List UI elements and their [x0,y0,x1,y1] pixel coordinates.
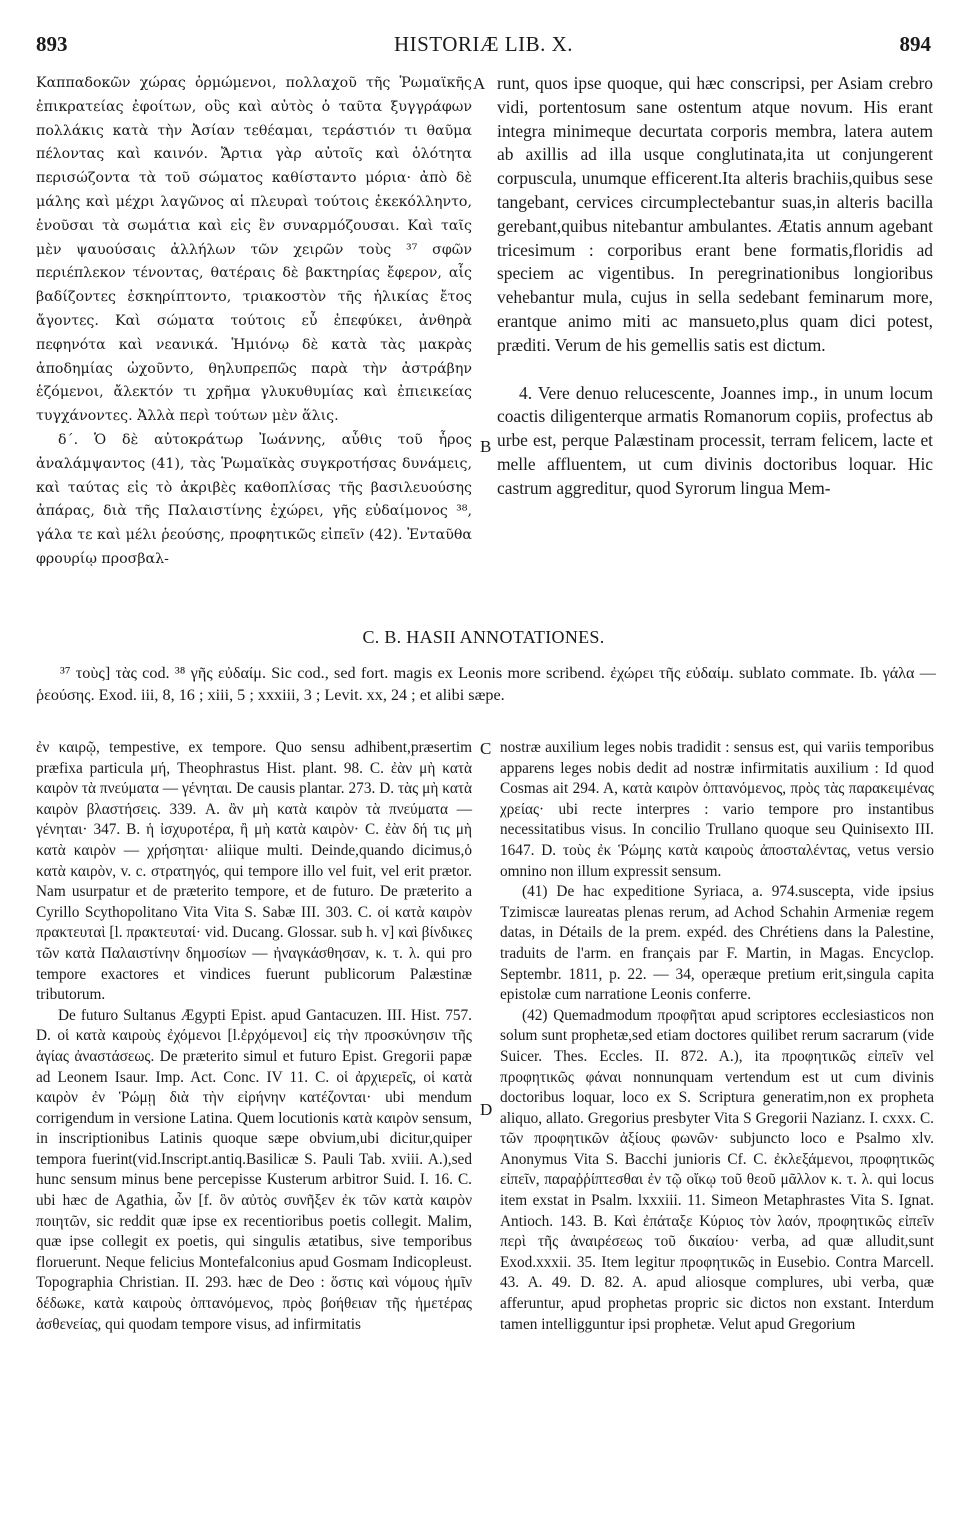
latin-translation-column [497,72,933,501]
page-number-left: 893 [36,32,68,56]
running-header [36,32,931,58]
margin-marker-a: A [473,74,486,93]
annotations-heading: C. B. HASII ANNOTATIONES. [362,627,605,647]
commentary-paragraph: (42) Quemadmodum προφῆται apud scriptores ecclesiasticos non solum sunt prophetæ,sed etiam doctores quilibet rerum sacrarum (vide Suicer. Thes. Eccles. II. 872. A.), ita προφητικῶς εἰπεῖν vel προφητικῶς φάναι nonnunquam vertendum est ut cum divinis doctoribus loquar, loco ex S. Scriptura generatim,non ex propheta aliquo, allato. Gregorius presbyter Vita S Gregorii Nazianz. I. cxxx. C. τῶν προφητικῶν ἀξίους φωνῶν· subjuncto loco e Psalmo xlv. Anonymus Vita S. Bacchi junioris Cf. C. ἐκλεξάμενοι, προφητικῶς εἰπεῖν, παραῤῥίπτεσθαι ἐν τῷ οἴκῳ τοῦ θεοῦ μᾶλλον κ. τ. λ. qui locus item exstat in Psalm. lxxxiii. 11. Simeon Metaphrastes Vita S. Ignat. Antioch. 143. B. Καὶ ἐπάταξε Κύριος τὸν λαόν, προφητικῶς εἰπεῖν περὶ τῆς ἀναιρέσεως τοῦ δικαίου· verba, ad quæ alludit,sunt Exod.xxxii. 35. Item legitur προφητικῶς in Eusebio. Contra Marcell. 43. A. 49. D. 82. A. apud aliosque complures, ubi verba, quæ afferuntur, apud prophetas propric sic dictos non exstant. Interdum tamen intelligguntur ipsi prophetæ. Velut apud Gregorium [500,1006,934,1333]
greek-text-column [36,72,472,572]
running-title: HISTORIÆ LIB. X. [393,32,574,56]
greek-paragraph: Καππαδοκῶν χώρας ὁρμώμενοι, πολλαχοῦ τῆς Ῥωμαϊκῆς ἐπικρατείας ἐφοίτων, οὓς καὶ αὐτὸς ὁ ταῦτα ξυγγράφων πολλάκις κατὰ τὴν Ἀσίαν τεθέαμαι, τεράστιόν τι θαῦμα πέλοντας καὶ καινόν. Ἄρτια γὰρ αὐτοῖς καὶ ὁλότητα περισώζοντα τὰ τοῦ σώματος καθίσταντο μόρια· ἀπὸ δὲ μάλης καὶ μέχρι λαγῶνος αἱ πλευραὶ τούτοις ἐκεκόλληντο, ἑνοῦσαι τὰ σωμάτια καὶ εἰς ἓν συναρμόζουσαι. Καὶ ταῖς μὲν ψαυούσαις ἀλλήλων τῶν χειρῶν τοὺς ³⁷ σφῶν περιέπλεκον τένοντας, θατέραις δὲ βακτηρίας ἔφερον, αἷς βαδίζοντες ἐσκηρίπτοντο, τριακοστὸν τῆς ἡλικίας ἔτος ἄγοντες. Καὶ σώματα τούτοις εὖ ἐπεφύκει, ἀνθηρὰ πεφηνότα καὶ νεανικά. Ἡμιόνῳ δὲ κατὰ τὰς μακρὰς ἀποδημίας ὠχοῦντο, θηλυπρεπῶς παρὰ τὴν ἀστράβην ἑζόμενοι, ἄλεκτόν τι χρῆμα γλυκυθυμίας καὶ ἐπιεικείας τυγχάνοντες. Ἀλλὰ περὶ τούτων μὲν ἅλις. [36,75,472,425]
footnotes: ³⁷ τοὺς] τὰς cod. ³⁸ γῆς εὐδαίμ. Sic cod., sed fort. magis ex Leonis more scribend. ἐχώρει τῆς εὐδαίμ. sublato commate. Ib. γάλα — ῥεούσης. Exod. iii, 8, 16 ; xiii, 5 ; xxxiii, 3 ; Levit. xx, 24 ; et alibi sæpe. [36,664,936,704]
margin-marker-d: D [480,1100,493,1119]
greek-paragraph: δ΄. Ὁ δὲ αὐτοκράτωρ Ἰωάννης, αὖθις τοῦ ἦρος ἀναλάμψαντος (41), τὰς Ῥωμαϊκὰς συγκροτήσας δυνάμεις, καὶ ταύτας εἰς τὸ ἀκριβὲς καθοπλίσας τῆς βασιλευούσης ἀπάρας, διὰ τῆς Παλαιστίνης ἐχώρει, γῆς εὐδαίμονος ³⁸, γάλα τε καὶ μέλι ῥεούσης, προφητικῶς εἰπεῖν (42). Ἐνταῦθα φρουρίῳ προσβαλ- [36,431,472,567]
latin-paragraph: 4. Vere denuo relucescente, Joannes imp., in unum locum coactis diligenterque armatis Romanorum copiis, profectus ab urbe est, perque Palæstinam processit, terram felicem, lacte et melle affluentem, ut cum divinis doctoribus loquar. Hic castrum aggreditur, quod Syrorum lingua Mem- [497,382,933,498]
commentary-paragraph: (41) De hac expeditione Syriaca, a. 974.suscepta, vide ipsius Tzimiscæ laureatas plenas rerum, ad Achod Schahin Armeniæ regem datas, in Détails de la prem. expéd. des Chrétiens dans la Palestine, traduits de l'arm. en français par F. Martin, in Magas. Encyclop. Septembr. 1811, p. 22. — 34, operæque pretium erit,singula capita epistolæ cum narratione Leonis conferre. [500,883,934,1004]
commentary-left-column [36,738,472,1335]
commentary-paragraph: ἐν καιρῷ, tempestive, ex tempore. Quo sensu adhibent,præsertim præfixa particula μή, Theophrastus Hist. plant. 98. C. ἐὰν μὴ κατὰ καιρὸν τὰ πνεύματα — γένηται. De causis plantar. 273. D. τὰς μὴ κατὰ καιρὸν βλαστήσεις. 339. A. ἂν μὴ κατὰ καιρὸν τὰ πνεύματα — γένηται· 347. B. ἡ ἰσχυροτέρα, ἢ μὴ κατὰ καιρὸν· C. ἐὰν δή τις μὴ κατὰ καιρὸν — χρήσηται· aliique multi. Deinde,quando dicimus,ὁ κατὰ καιρὸν, v. c. στρατηγός, qui tempore illo vel fuit, vel erit prætor. Nam usurpatur et de præterito tempore, et de futuro. De præterito a Cyrillo Scythopolitano Vita Vita S. Sabæ III. 303. C. οἱ κατὰ καιρὸν πρακτευταὶ [l. πρακτευταί· vid. Ducang. Glossar. sub h. v] καὶ βίνδικες τῶν κατὰ Παλαιστίνην δημοσίων — ἠναγκάσθησαν, κ. τ. λ. qui pro tempore exactores et vindices fuerunt publicorum Palæstinæ tributorum. [36,739,472,1004]
margin-marker-b: B [480,437,492,456]
commentary-right-column [500,738,934,1335]
latin-paragraph: runt, quos ipse quoque, qui hæc conscripsi, per Asiam crebro vidi, portentosum sane ostentum atque novum. His erant integra minimeque decurtata corporis membra, latera autem ab axillis ad illa usque conglutinata,ita ut conjungerent corpuscula, unumque efficerent.Ita alteris brachiis,quibus sese tangebant, cervices circumplectebantur suas,in alteris bacilla gerebant,quibus nitebantur ambulantes. Ætatis annum agebant tricesimum : corporibus erant bene formatis,floridis ad speciem ac vigentibus. In peregrinationibus longioribus vehebantur mula, cujus in sella sedebant feminarum more, erantque animo miti ac mansueto,plus quam dici potest, præditi. Verum de his gemellis satis est dictum. [497,73,933,355]
commentary-paragraph: nostræ auxilium leges nobis tradidit : sensus est, qui variis temporibus apparens leges nobis dedit ad nostræ infirmitatis auxilium : Id quod Cosmas ait 294. A, κατὰ καιρὸν ὀπτανόμενος, πρὸς τὰς παρακειμένας χρείας· ubi recte interpres : vario tempore pro instantibus necessitatibus visus. In concilio Trullano quoque seu Quinisexto III. 1647. D. τοὺς ἐκ Ῥώμης κατὰ καιροὺς ἀποσταλέντας, vetus versio omnino non illum expressit sensum. [500,739,934,880]
margin-marker-c: C [480,739,492,758]
commentary-paragraph: De futuro Sultanus Ægypti Epist. apud Gantacuzen. III. Hist. 757. D. οἱ κατὰ καιροὺς ἐχόμενοι [l.ἐρχόμενοι] εἰς τὴν προσκύνησιν τῆς ἁγίας ἀναστάσεως. De præterito simul et futuro Epist. Gregorii papæ ad Leonem Isaur. Imp. Act. Conc. IV 11. C. οἱ ἀρχιερεῖς, οἱ κατὰ καιρὸν ἐν Ῥώμῃ διὰ τὴν εἰρήνην κατέζονται· ubi mendum corrigendum in versione Latina. Quem locutionis κατὰ καιρὸν sensum, in inscriptionibus Latinis quoque sæpe obvium,ubi dicitur,quiper tempora fuerint(vid.Inscript.antiq.Basilicæ S. Pauli Tab. xviii. A.),sed hunc sensum minus bene percepisse Kusterum arbitror Suid. I. 16. C. ubi hæc de Agathia, ὧν [f. ὃν αὐτὸς συνῆξεν ἐκ τῶν κατὰ καιρὸν ποιητῶν, sic reddit quæ ipse ex recentioribus poetis collegit. Malim, quæ ipse collegit ex poetis, qui singulis ætatibus, sive temporibus floruerunt. Neque felicius Montefalconius apud Gosmam Indicopleust. Topographia Christian. II. 293. hæc de Deo : ὅστις καὶ νόμους ἡμῖν δέδωκε, κατὰ καιροὺς ὀπτανόμενος, πρὸς βοήθειαν τῆς ἡμετέρας ἀσθενείας, qui quodam tempore visus, ad infirmitatis [36,1006,472,1333]
page-number-right: 894 [899,32,931,56]
